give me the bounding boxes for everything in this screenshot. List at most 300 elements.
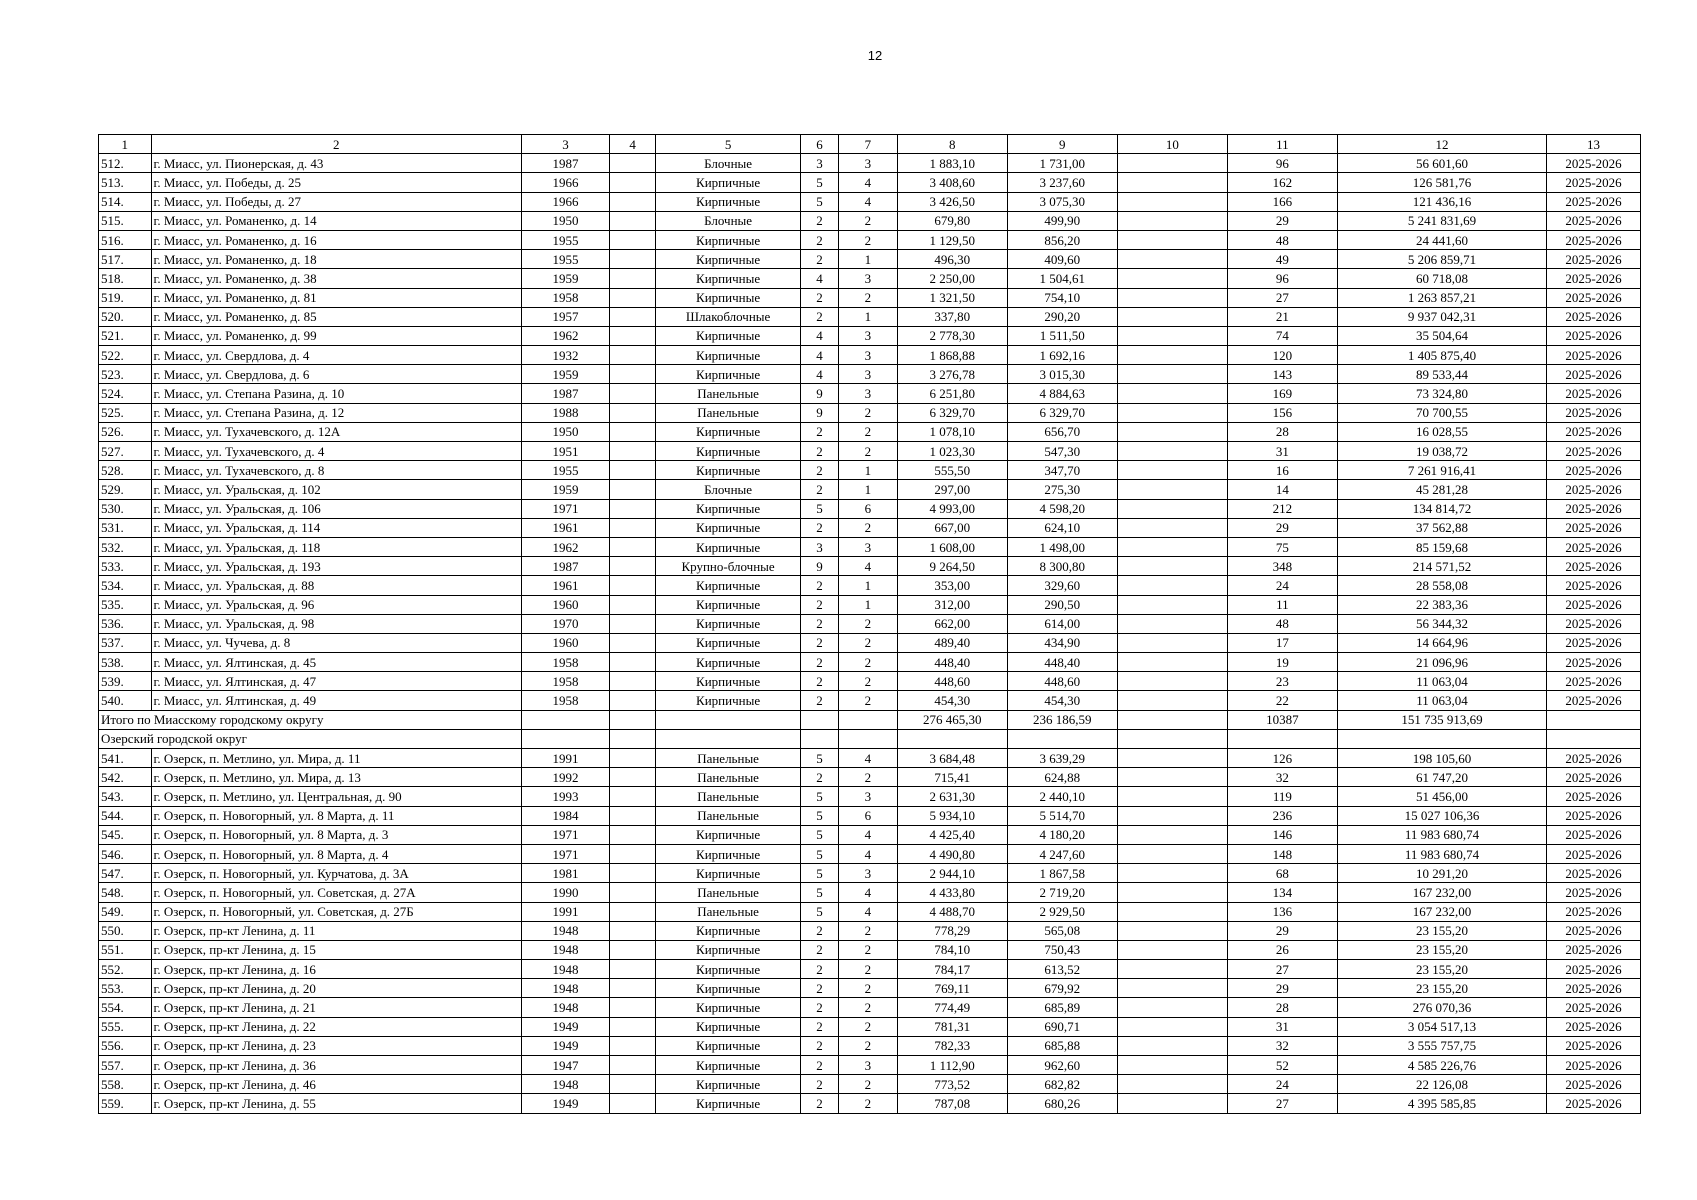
entrances-cell: 3 xyxy=(839,346,898,365)
row-number-cell: 555. xyxy=(99,1017,152,1036)
wall-material-cell: Панельные xyxy=(656,384,800,403)
col-4-cell xyxy=(609,365,655,384)
living-area-cell: 4 598,20 xyxy=(1007,499,1117,518)
residents-cell: 23 xyxy=(1227,672,1337,691)
col-10-cell xyxy=(1117,749,1227,768)
cost-cell: 1 405 875,40 xyxy=(1337,346,1546,365)
table-row xyxy=(99,557,1641,576)
period-cell: 2025-2026 xyxy=(1546,461,1640,480)
cost-cell: 16 028,55 xyxy=(1337,422,1546,441)
address-cell: г. Миасс, ул. Победы, д. 27 xyxy=(151,192,522,211)
col-4-cell xyxy=(609,653,655,672)
table-row xyxy=(99,537,1641,556)
table-row xyxy=(99,518,1641,537)
row-number-cell: 550. xyxy=(99,921,152,940)
row-number-cell: 559. xyxy=(99,1094,152,1113)
row-number-cell: 532. xyxy=(99,537,152,556)
row-number-cell: 542. xyxy=(99,768,152,787)
period-cell: 2025-2026 xyxy=(1546,1075,1640,1094)
living-area-cell: 856,20 xyxy=(1007,230,1117,249)
section-row-ozersk xyxy=(99,729,1641,748)
entrances-cell: 2 xyxy=(839,1094,898,1113)
entrances-cell: 2 xyxy=(839,940,898,959)
col-4-cell xyxy=(609,883,655,902)
col-10-cell xyxy=(1117,480,1227,499)
residents-cell: 96 xyxy=(1227,269,1337,288)
col-4-cell xyxy=(609,691,655,710)
wall-material-cell: Кирпичные xyxy=(656,979,800,998)
col-10-cell xyxy=(1117,883,1227,902)
address-cell: г. Миасс, ул. Свердлова, д. 6 xyxy=(151,365,522,384)
column-number-header: 5 xyxy=(656,135,800,154)
row-number-cell: 554. xyxy=(99,998,152,1017)
wall-material-cell: Шлакоблочные xyxy=(656,307,800,326)
wall-material-cell: Кирпичные xyxy=(656,346,800,365)
empty-cell xyxy=(656,729,800,748)
col-4-cell xyxy=(609,806,655,825)
table-row xyxy=(99,1056,1641,1075)
year-built-cell: 1949 xyxy=(522,1017,610,1036)
residents-cell: 68 xyxy=(1227,864,1337,883)
wall-material-cell: Кирпичные xyxy=(656,1056,800,1075)
wall-material-cell: Панельные xyxy=(656,787,800,806)
period-cell: 2025-2026 xyxy=(1546,499,1640,518)
col-10-cell xyxy=(1117,576,1227,595)
residents-cell: 48 xyxy=(1227,230,1337,249)
cost-cell: 5 206 859,71 xyxy=(1337,250,1546,269)
address-cell: г. Миасс, ул. Романенко, д. 81 xyxy=(151,288,522,307)
year-built-cell: 1993 xyxy=(522,787,610,806)
period-cell: 2025-2026 xyxy=(1546,633,1640,652)
col-10-cell xyxy=(1117,442,1227,461)
address-cell: г. Миасс, ул. Степана Разина, д. 10 xyxy=(151,384,522,403)
total-row-miass xyxy=(99,710,1641,729)
entrances-cell: 2 xyxy=(839,653,898,672)
row-number-cell: 529. xyxy=(99,480,152,499)
year-built-cell: 1958 xyxy=(522,691,610,710)
wall-material-cell: Кирпичные xyxy=(656,576,800,595)
cost-cell: 10 291,20 xyxy=(1337,864,1546,883)
col-10-cell xyxy=(1117,825,1227,844)
floors-cell: 2 xyxy=(800,633,838,652)
year-built-cell: 1981 xyxy=(522,864,610,883)
row-number-cell: 521. xyxy=(99,326,152,345)
wall-material-cell: Кирпичные xyxy=(656,326,800,345)
living-area-cell: 4 247,60 xyxy=(1007,844,1117,863)
row-number-cell: 556. xyxy=(99,1036,152,1055)
wall-material-cell: Кирпичные xyxy=(656,250,800,269)
col-10-cell xyxy=(1117,461,1227,480)
address-cell: г. Озерск, пр-кт Ленина, д. 46 xyxy=(151,1075,522,1094)
total-area-cell: 2 631,30 xyxy=(897,787,1007,806)
cost-cell: 4 585 226,76 xyxy=(1337,1056,1546,1075)
residents-cell: 24 xyxy=(1227,576,1337,595)
living-area-cell: 409,60 xyxy=(1007,250,1117,269)
year-built-cell: 1984 xyxy=(522,806,610,825)
residents-cell: 27 xyxy=(1227,960,1337,979)
residents-cell: 136 xyxy=(1227,902,1337,921)
column-number-header: 1 xyxy=(99,135,152,154)
entrances-cell: 1 xyxy=(839,461,898,480)
col-4-cell xyxy=(609,960,655,979)
cost-cell: 61 747,20 xyxy=(1337,768,1546,787)
row-number-cell: 513. xyxy=(99,173,152,192)
total-area-cell: 6 251,80 xyxy=(897,384,1007,403)
address-cell: г. Миасс, ул. Уральская, д. 102 xyxy=(151,480,522,499)
year-built-cell: 1957 xyxy=(522,307,610,326)
cost-sum: 151 735 913,69 xyxy=(1337,710,1546,729)
residents-cell: 27 xyxy=(1227,1094,1337,1113)
total-area-cell: 448,40 xyxy=(897,653,1007,672)
row-number-cell: 522. xyxy=(99,346,152,365)
residents-cell: 17 xyxy=(1227,633,1337,652)
floors-cell: 4 xyxy=(800,346,838,365)
residents-cell: 120 xyxy=(1227,346,1337,365)
cost-cell: 70 700,55 xyxy=(1337,403,1546,422)
period-cell: 2025-2026 xyxy=(1546,1094,1640,1113)
period-cell: 2025-2026 xyxy=(1546,211,1640,230)
cost-cell: 1 263 857,21 xyxy=(1337,288,1546,307)
wall-material-cell: Кирпичные xyxy=(656,691,800,710)
floors-cell: 3 xyxy=(800,154,838,173)
living-area-cell: 624,88 xyxy=(1007,768,1117,787)
col-10-cell xyxy=(1117,614,1227,633)
col-10-cell xyxy=(1117,1075,1227,1094)
year-built-cell: 1958 xyxy=(522,672,610,691)
address-cell: г. Миасс, ул. Тухачевского, д. 12А xyxy=(151,422,522,441)
period-cell: 2025-2026 xyxy=(1546,998,1640,1017)
period-cell: 2025-2026 xyxy=(1546,154,1640,173)
empty-cell xyxy=(1227,729,1337,748)
empty-cell xyxy=(1546,729,1640,748)
period-cell: 2025-2026 xyxy=(1546,576,1640,595)
address-cell: г. Миасс, ул. Пионерская, д. 43 xyxy=(151,154,522,173)
table-row xyxy=(99,442,1641,461)
living-area-cell: 448,40 xyxy=(1007,653,1117,672)
year-built-cell: 1948 xyxy=(522,940,610,959)
year-built-cell: 1959 xyxy=(522,480,610,499)
floors-cell: 2 xyxy=(800,921,838,940)
residents-cell: 27 xyxy=(1227,288,1337,307)
table-row xyxy=(99,211,1641,230)
wall-material-cell: Кирпичные xyxy=(656,672,800,691)
year-built-cell: 1966 xyxy=(522,192,610,211)
entrances-cell: 2 xyxy=(839,614,898,633)
cost-cell: 22 126,08 xyxy=(1337,1075,1546,1094)
period-cell: 2025-2026 xyxy=(1546,902,1640,921)
col-4-cell xyxy=(609,230,655,249)
col-4-cell xyxy=(609,768,655,787)
row-number-cell: 518. xyxy=(99,269,152,288)
total-area-cell: 337,80 xyxy=(897,307,1007,326)
address-cell: г. Озерск, пр-кт Ленина, д. 20 xyxy=(151,979,522,998)
address-cell: г. Миасс, ул. Романенко, д. 18 xyxy=(151,250,522,269)
entrances-cell: 1 xyxy=(839,595,898,614)
floors-cell: 2 xyxy=(800,307,838,326)
col-4-cell xyxy=(609,269,655,288)
address-cell: г. Миасс, ул. Победы, д. 25 xyxy=(151,173,522,192)
col-10-cell xyxy=(1117,998,1227,1017)
empty-cell xyxy=(800,729,838,748)
total-area-cell: 769,11 xyxy=(897,979,1007,998)
residents-cell: 29 xyxy=(1227,518,1337,537)
col-4-cell xyxy=(609,1075,655,1094)
address-cell: г. Миасс, ул. Ялтинская, д. 49 xyxy=(151,691,522,710)
row-number-cell: 528. xyxy=(99,461,152,480)
total-area-cell: 4 993,00 xyxy=(897,499,1007,518)
table-row xyxy=(99,1075,1641,1094)
period-cell: 2025-2026 xyxy=(1546,1017,1640,1036)
table-row xyxy=(99,787,1641,806)
entrances-cell: 2 xyxy=(839,1075,898,1094)
residents-cell: 148 xyxy=(1227,844,1337,863)
living-area-cell: 347,70 xyxy=(1007,461,1117,480)
empty-cell xyxy=(1007,729,1117,748)
col-10-cell xyxy=(1117,1056,1227,1075)
row-number-cell: 533. xyxy=(99,557,152,576)
total-area-cell: 3 426,50 xyxy=(897,192,1007,211)
period-cell: 2025-2026 xyxy=(1546,269,1640,288)
col-10-cell xyxy=(1117,346,1227,365)
col-10-cell xyxy=(1117,518,1227,537)
cost-cell: 198 105,60 xyxy=(1337,749,1546,768)
col-4-cell xyxy=(609,442,655,461)
year-built-cell: 1987 xyxy=(522,557,610,576)
total-area-cell: 448,60 xyxy=(897,672,1007,691)
year-built-cell: 1962 xyxy=(522,326,610,345)
entrances-cell: 3 xyxy=(839,864,898,883)
period-cell: 2025-2026 xyxy=(1546,864,1640,883)
residents-cell: 32 xyxy=(1227,768,1337,787)
cost-cell: 214 571,52 xyxy=(1337,557,1546,576)
total-area-cell: 784,10 xyxy=(897,940,1007,959)
cost-cell: 24 441,60 xyxy=(1337,230,1546,249)
address-cell: г. Миасс, ул. Тухачевского, д. 4 xyxy=(151,442,522,461)
period-cell: 2025-2026 xyxy=(1546,787,1640,806)
address-cell: г. Озерск, пр-кт Ленина, д. 23 xyxy=(151,1036,522,1055)
col-10-cell xyxy=(1117,384,1227,403)
cost-cell: 60 718,08 xyxy=(1337,269,1546,288)
table-row xyxy=(99,192,1641,211)
cost-cell: 11 063,04 xyxy=(1337,672,1546,691)
address-cell: г. Миасс, ул. Ялтинская, д. 45 xyxy=(151,653,522,672)
wall-material-cell: Блочные xyxy=(656,211,800,230)
living-area-cell: 8 300,80 xyxy=(1007,557,1117,576)
column-number-header: 2 xyxy=(151,135,522,154)
col-10-cell xyxy=(1117,499,1227,518)
residents-cell: 126 xyxy=(1227,749,1337,768)
table-row xyxy=(99,749,1641,768)
wall-material-cell: Кирпичные xyxy=(656,998,800,1017)
col-10-cell xyxy=(1117,768,1227,787)
table-row xyxy=(99,403,1641,422)
col-10-cell xyxy=(1117,672,1227,691)
year-built-cell: 1987 xyxy=(522,154,610,173)
floors-cell: 5 xyxy=(800,844,838,863)
col-4-cell xyxy=(609,461,655,480)
col-10-cell xyxy=(1117,537,1227,556)
floors-cell: 2 xyxy=(800,250,838,269)
wall-material-cell: Кирпичные xyxy=(656,173,800,192)
wall-material-cell: Кирпичные xyxy=(656,940,800,959)
total-area-cell: 679,80 xyxy=(897,211,1007,230)
table-row xyxy=(99,346,1641,365)
year-built-cell: 1990 xyxy=(522,883,610,902)
floors-cell: 3 xyxy=(800,537,838,556)
living-area-cell: 454,30 xyxy=(1007,691,1117,710)
residents-cell: 48 xyxy=(1227,614,1337,633)
col-10-cell xyxy=(1117,250,1227,269)
col-10-cell xyxy=(1117,557,1227,576)
year-built-cell: 1950 xyxy=(522,422,610,441)
residents-sum: 10387 xyxy=(1227,710,1337,729)
table-row xyxy=(99,1094,1641,1113)
entrances-cell: 3 xyxy=(839,154,898,173)
address-cell: г. Миасс, ул. Уральская, д. 96 xyxy=(151,595,522,614)
entrances-cell: 2 xyxy=(839,442,898,461)
col-4-cell xyxy=(609,749,655,768)
residents-cell: 348 xyxy=(1227,557,1337,576)
total-area-cell: 555,50 xyxy=(897,461,1007,480)
residents-cell: 52 xyxy=(1227,1056,1337,1075)
row-number-cell: 546. xyxy=(99,844,152,863)
floors-cell: 2 xyxy=(800,480,838,499)
total-area-cell: 778,29 xyxy=(897,921,1007,940)
period-cell: 2025-2026 xyxy=(1546,346,1640,365)
entrances-cell: 4 xyxy=(839,902,898,921)
residents-cell: 236 xyxy=(1227,806,1337,825)
year-built-cell: 1951 xyxy=(522,442,610,461)
residents-cell: 28 xyxy=(1227,998,1337,1017)
col-4-cell xyxy=(609,940,655,959)
address-cell: г. Миасс, ул. Уральская, д. 118 xyxy=(151,537,522,556)
wall-material-cell: Кирпичные xyxy=(656,269,800,288)
address-cell: г. Озерск, п. Новогорный, ул. Советская, д. 27А xyxy=(151,883,522,902)
row-number-cell: 553. xyxy=(99,979,152,998)
total-area-cell: 1 129,50 xyxy=(897,230,1007,249)
total-area-cell: 781,31 xyxy=(897,1017,1007,1036)
floors-cell: 2 xyxy=(800,979,838,998)
row-number-cell: 520. xyxy=(99,307,152,326)
residents-cell: 11 xyxy=(1227,595,1337,614)
row-number-cell: 557. xyxy=(99,1056,152,1075)
wall-material-cell: Кирпичные xyxy=(656,192,800,211)
address-cell: г. Миасс, ул. Уральская, д. 193 xyxy=(151,557,522,576)
floors-cell: 5 xyxy=(800,806,838,825)
year-built-cell: 1962 xyxy=(522,537,610,556)
floors-cell: 5 xyxy=(800,499,838,518)
total-area-cell: 9 264,50 xyxy=(897,557,1007,576)
period-cell: 2025-2026 xyxy=(1546,749,1640,768)
column-number-header: 3 xyxy=(522,135,610,154)
residents-cell: 22 xyxy=(1227,691,1337,710)
total-label: Итого по Миасскому городскому округу xyxy=(99,710,522,729)
year-built-cell: 1949 xyxy=(522,1036,610,1055)
table-row xyxy=(99,691,1641,710)
entrances-cell: 6 xyxy=(839,499,898,518)
address-cell: г. Озерск, п. Новогорный, ул. Курчатова, д. 3А xyxy=(151,864,522,883)
entrances-cell: 3 xyxy=(839,326,898,345)
col-10-cell xyxy=(1117,1017,1227,1036)
year-built-cell: 1948 xyxy=(522,979,610,998)
floors-cell: 5 xyxy=(800,864,838,883)
period-cell: 2025-2026 xyxy=(1546,825,1640,844)
living-area-cell: 682,82 xyxy=(1007,1075,1117,1094)
year-built-cell: 1959 xyxy=(522,365,610,384)
period-cell: 2025-2026 xyxy=(1546,518,1640,537)
residents-cell: 24 xyxy=(1227,1075,1337,1094)
floors-cell: 2 xyxy=(800,768,838,787)
cost-cell: 56 601,60 xyxy=(1337,154,1546,173)
row-number-cell: 552. xyxy=(99,960,152,979)
period-cell: 2025-2026 xyxy=(1546,230,1640,249)
cost-cell: 45 281,28 xyxy=(1337,480,1546,499)
column-number-header: 10 xyxy=(1117,135,1227,154)
empty-cell xyxy=(1117,710,1227,729)
address-cell: г. Миасс, ул. Романенко, д. 16 xyxy=(151,230,522,249)
period-cell: 2025-2026 xyxy=(1546,806,1640,825)
table-row xyxy=(99,365,1641,384)
col-4-cell xyxy=(609,633,655,652)
residents-cell: 134 xyxy=(1227,883,1337,902)
wall-material-cell: Панельные xyxy=(656,883,800,902)
period-cell: 2025-2026 xyxy=(1546,1036,1640,1055)
table-row xyxy=(99,864,1641,883)
residents-cell: 26 xyxy=(1227,940,1337,959)
cost-cell: 14 664,96 xyxy=(1337,633,1546,652)
entrances-cell: 3 xyxy=(839,269,898,288)
entrances-cell: 2 xyxy=(839,518,898,537)
wall-material-cell: Блочные xyxy=(656,480,800,499)
total-area-sum: 276 465,30 xyxy=(897,710,1007,729)
living-area-sum: 236 186,59 xyxy=(1007,710,1117,729)
total-area-cell: 2 944,10 xyxy=(897,864,1007,883)
living-area-cell: 1 511,50 xyxy=(1007,326,1117,345)
living-area-cell: 750,43 xyxy=(1007,940,1117,959)
entrances-cell: 2 xyxy=(839,422,898,441)
residents-cell: 212 xyxy=(1227,499,1337,518)
total-area-cell: 2 778,30 xyxy=(897,326,1007,345)
total-area-cell: 496,30 xyxy=(897,250,1007,269)
wall-material-cell: Блочные xyxy=(656,154,800,173)
cost-cell: 167 232,00 xyxy=(1337,902,1546,921)
year-built-cell: 1947 xyxy=(522,1056,610,1075)
total-area-cell: 1 883,10 xyxy=(897,154,1007,173)
wall-material-cell: Панельные xyxy=(656,749,800,768)
cost-cell: 35 504,64 xyxy=(1337,326,1546,345)
table-row xyxy=(99,461,1641,480)
residents-cell: 31 xyxy=(1227,442,1337,461)
cost-cell: 121 436,16 xyxy=(1337,192,1546,211)
period-cell: 2025-2026 xyxy=(1546,595,1640,614)
col-10-cell xyxy=(1117,422,1227,441)
address-cell: г. Миасс, ул. Чучева, д. 8 xyxy=(151,633,522,652)
col-4-cell xyxy=(609,825,655,844)
wall-material-cell: Кирпичные xyxy=(656,1075,800,1094)
floors-cell: 2 xyxy=(800,653,838,672)
address-cell: г. Озерск, п. Метлино, ул. Центральная, д. 90 xyxy=(151,787,522,806)
empty-cell xyxy=(522,729,610,748)
total-area-cell: 489,40 xyxy=(897,633,1007,652)
total-area-cell: 715,41 xyxy=(897,768,1007,787)
col-4-cell xyxy=(609,173,655,192)
wall-material-cell: Кирпичные xyxy=(656,1036,800,1055)
wall-material-cell: Крупно-блочные xyxy=(656,557,800,576)
period-cell: 2025-2026 xyxy=(1546,537,1640,556)
floors-cell: 4 xyxy=(800,269,838,288)
col-10-cell xyxy=(1117,365,1227,384)
floors-cell: 2 xyxy=(800,288,838,307)
